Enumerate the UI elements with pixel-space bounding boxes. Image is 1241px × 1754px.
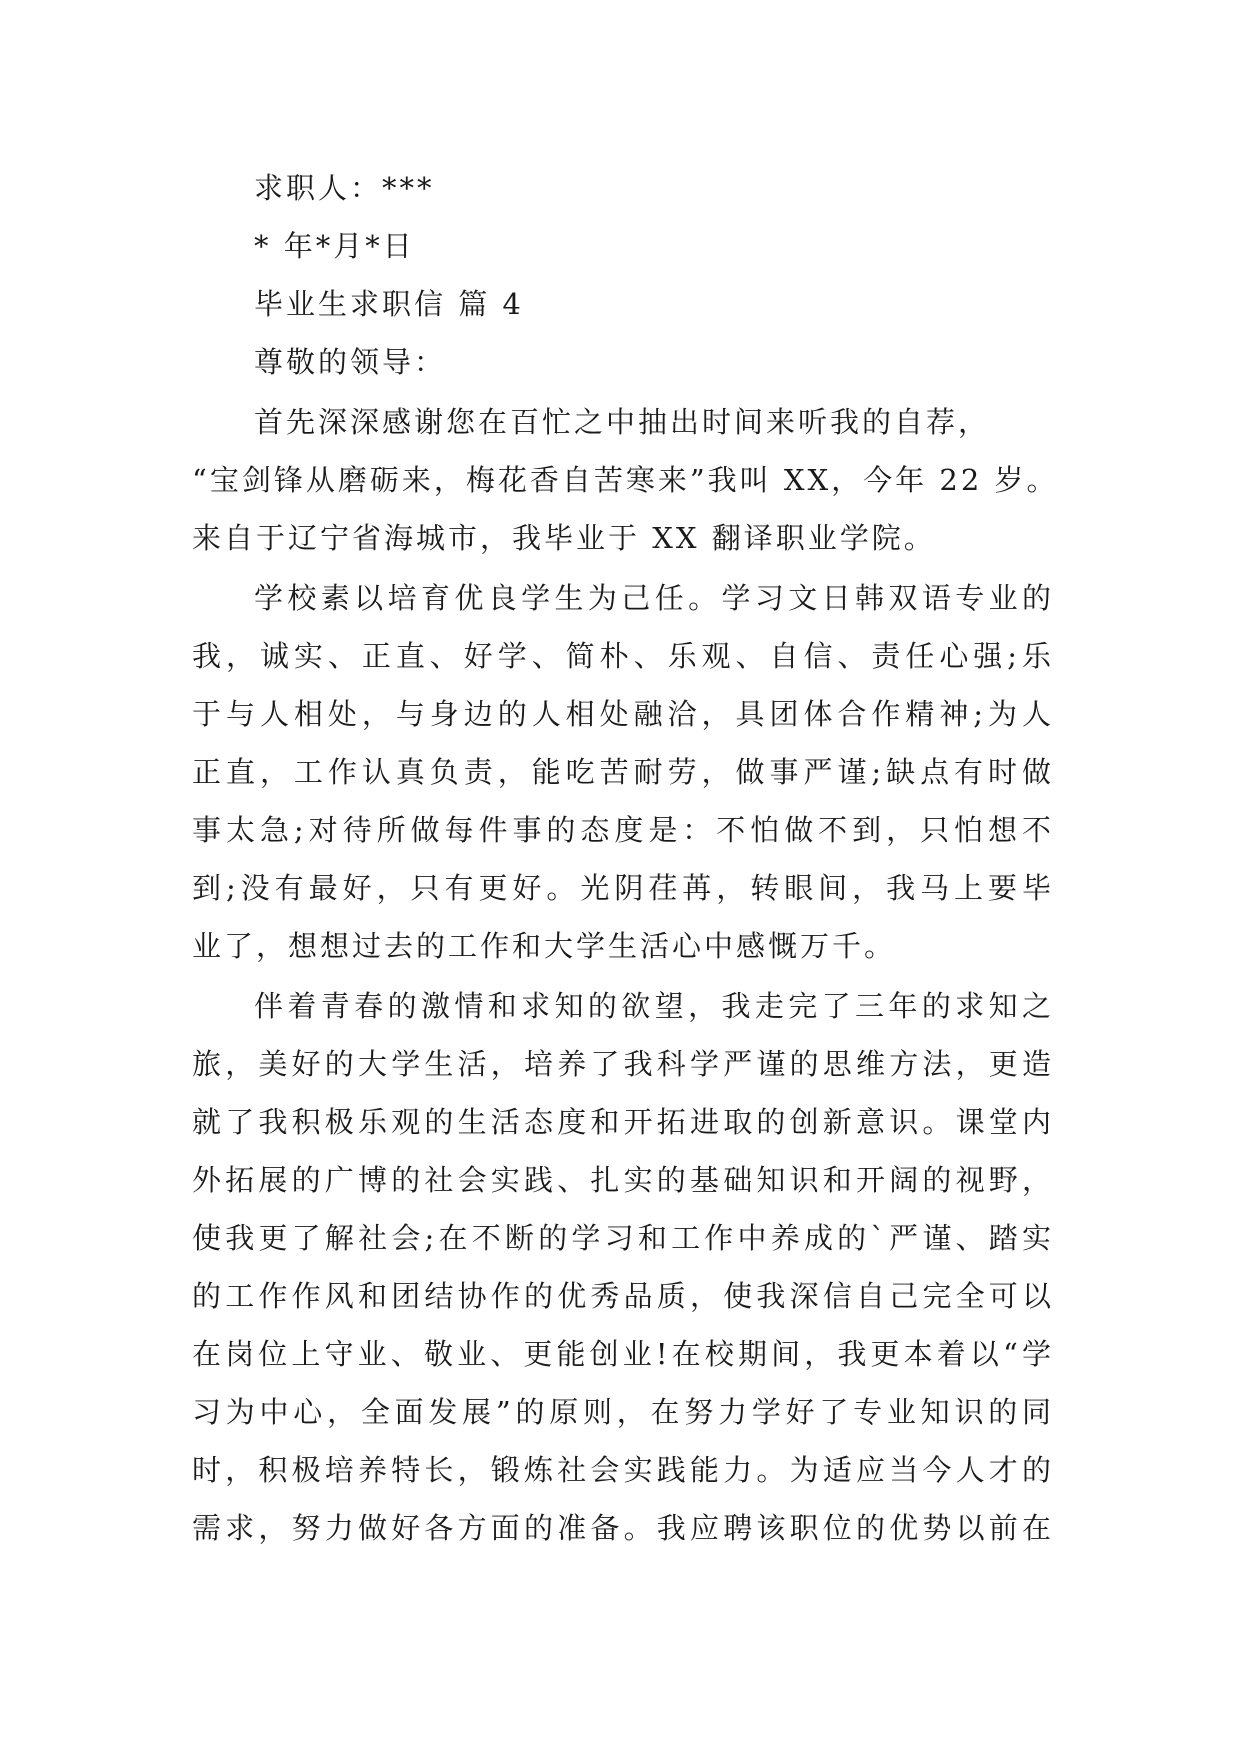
paragraph-line: 习为中心，全面发展”的原则，在努力学好了专业知识的同 [192, 1395, 1054, 1429]
paragraph-line: 的工作作风和团结协作的优秀品质，使我深信自己完全可以 [192, 1279, 1054, 1313]
paragraph-line: 在岗位上守业、敬业、更能创业!在校期间，我更本着以“学 [192, 1337, 1054, 1371]
applicant-signature: 求职人：*** [254, 171, 435, 205]
salutation: 尊敬的领导： [254, 345, 447, 379]
paragraph-line: 于与人相处，与身边的人相处融洽，具团体合作精神;为人 [192, 697, 1054, 731]
paragraph-line: 来自于辽宁省海城市，我毕业于 XX 翻译职业学院。 [192, 521, 936, 555]
paragraph-line: 外拓展的广博的社会实践、扎实的基础知识和开阔的视野， [192, 1163, 1054, 1197]
paragraph-line: 旅，美好的大学生活，培养了我科学严谨的思维方法，更造 [192, 1047, 1054, 1081]
paragraph-line: 时，积极培养特长，锻炼社会实践能力。为适应当今人才的 [192, 1453, 1054, 1487]
paragraph-line: 业了，想想过去的工作和大学生活心中感慨万千。 [192, 929, 897, 963]
signature-date: * 年*月*日 [254, 229, 415, 263]
paragraph-line: 我，诚实、正直、好学、简朴、乐观、自信、责任心强;乐 [192, 639, 1054, 673]
section-heading: 毕业生求职信 篇 4 [254, 287, 524, 321]
paragraph-line: “宝剑锋从磨砺来，梅花香自苦寒来”我叫 XX，今年 22 岁。 [192, 463, 1059, 497]
paragraph-line: 学校素以培育优良学生为己任。学习文日韩双语专业的 [254, 581, 1054, 615]
paragraph-line: 事太急;对待所做每件事的态度是：不怕做不到，只怕想不 [192, 813, 1054, 847]
paragraph-line: 需求，努力做好各方面的准备。我应聘该职位的优势以前在 [192, 1511, 1054, 1545]
paragraph-line: 使我更了解社会;在不断的学习和工作中养成的`严谨、踏实 [192, 1221, 1054, 1255]
paragraph-line: 伴着青春的激情和求知的欲望，我走完了三年的求知之 [254, 989, 1054, 1023]
paragraph-line: 就了我积极乐观的生活态度和开拓进取的创新意识。课堂内 [192, 1105, 1054, 1139]
paragraph-line: 正直，工作认真负责，能吃苦耐劳，做事严谨;缺点有时做 [192, 755, 1054, 789]
paragraph-line: 首先深深感谢您在百忙之中抽出时间来听我的自荐， [254, 405, 991, 439]
paragraph-line: 到;没有最好，只有更好。光阴荏苒，转眼间，我马上要毕 [192, 871, 1054, 905]
